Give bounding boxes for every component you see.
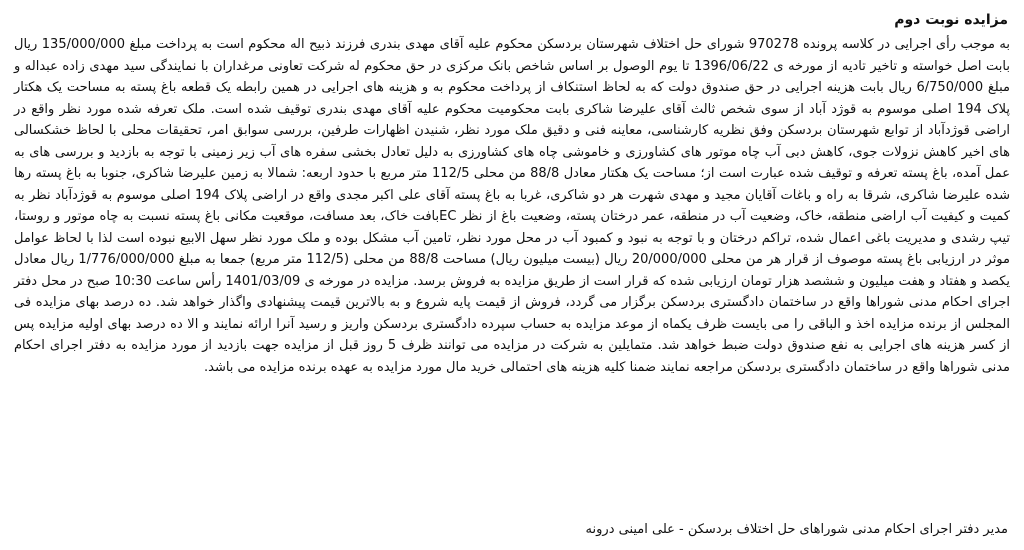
notice-signature: مدیر دفتر اجرای احکام مدنی شوراهای حل اختلاف بردسکن - علی امینی درونه — [585, 522, 1008, 537]
notice-title: مزایده نوبت دوم — [894, 12, 1008, 28]
notice-body: به موجب رأی اجرایی در کلاسه پرونده 970278 شورای حل اختلاف شهرستان بردسکن محکوم علیه آقای مهدی بندری فرزند ذبیح اله محکوم است به پرداخت مبلغ 135/000/000 ریال بابت اصل خواسته و تاخیر تادیه از مورخه ی 1396/06/22 تا یوم الوصول بر اساس شاخص بانک مرکزی در حق محکوم له شرکت تعاونی مرغداران با نمایندگی سید مهدی زاده عبداله و مبلغ 6/750/000 ریال بابت هزینه اجرایی در حق صندوق دولت که به لحاظ استنکاف از پرداخت محکوم به و هزینه های اجرایی در همین رابطه یک قطعه باغ پسته به مساحت یک هکتار پلاک 194 اصلی موسوم به قوژد آباد از سوی شخص ثالث آقای علیرضا شاکری بابت محکومیت محکوم علیه آقای مهدی بندری توقیف شده است. ملک تعرفه شده مورد نظر واقع در اراضی قوژدآباد از توابع شهرستان بردسکن وفق نظریه کارشناسی، معاینه فنی و دقیق ملک مورد نظر، شنیدن اظهارات طرفین، بررسی سوابق امر، تحقیقات محلی با لحاظ خشکسالی های اخیر کاهش نزولات جوی، کاهش دبی آب چاه موتور های کشاورزی و خاموشی چاه های کشاورزی به دلیل تعادل بخشی سفره های آب زیر زمینی با توجه به بازدید و بررسی های به عمل آمده، باغ پسته تعرفه و توقیف شده عبارت است از؛ مساحت یک هکتار معادل 88/8 من محلی 112/5 متر مربع با حدود اربعه: شمالا به زمین علیرضا شاکری، جنوبا به باغ پسته رها شده علیرضا شاکری، شرقا به راه و باغات آقایان مجید و مهدی شهرت هر دو شاکری، غربا به باغ پسته آقای علی اکبر مجدی واقع در اراضی پلاک 194 اصلی موسوم به قوژدآباد نظر به کمیت و کیفیت آب اراضی منطقه، خاک، وضعیت آب در منطقه، عمر درختان پسته، وضعیت باغ از نظر ECبافت خاک، بعد مسافت، موقعیت مکانی باغ پسته نسبت به چاه موتور و روستا، تیپ رشدی و مدیریت باغی اعمال شده، تراکم درختان و با توجه به نبود و کمبود آب در محل مورد نظر، تامین آب مشکل بوده و ملک مورد نظر سهل الابیع نبوده است لذا با لحاظ عوامل موثر در ارزیابی باغ پسته موصوف از قرار هر من محلی 20/000/000 ریال (بیست میلیون ریال) مساحت 88/8 من محلی (112/5 متر مربع) جمعا به مبلغ 1/776/000/000 ریال معادل یکصد و هفتاد و هفت میلیون و ششصد هزار تومان ارزیابی شده که قرار است از طریق مزایده به فروش برسد. مزایده در مورخه ی 1401/03/09 رأس ساعت 10:30 صبح در محل دفتر اجرای احکام مدنی شوراها واقع در ساختمان دادگستری بردسکن برگزار می گردد، فروش از قیمت پایه شروع و به بالاترین قیمت پیشنهادی واگذار خواهد شد. ده درصد بهای مزایده فی المجلس از برنده مزایده اخذ و الباقی را می بایست ظرف یکماه از موعد مزایده به حساب سپرده دادگستری بردسکن واریز و رسید آنرا ارائه نمایند و الا ده درصد بهای اولیه مزایده پس از کسر هزینه های اجرایی به نفع صندوق دولت ضبط خواهد شد. متمایلین به شرکت در مزایده می توانند ظرف 5 روز قبل از مزایده جهت بازدید از مورد مزایده به دفتر اجرای احکام مدنی شوراها واقع در ساختمان دادگستری بردسکن مراجعه نمایند ضمنا کلیه هزینه های احتمالی خرید مال مورد مزایده به عهده برنده مزایده می باشد. — [14, 37, 1011, 375]
